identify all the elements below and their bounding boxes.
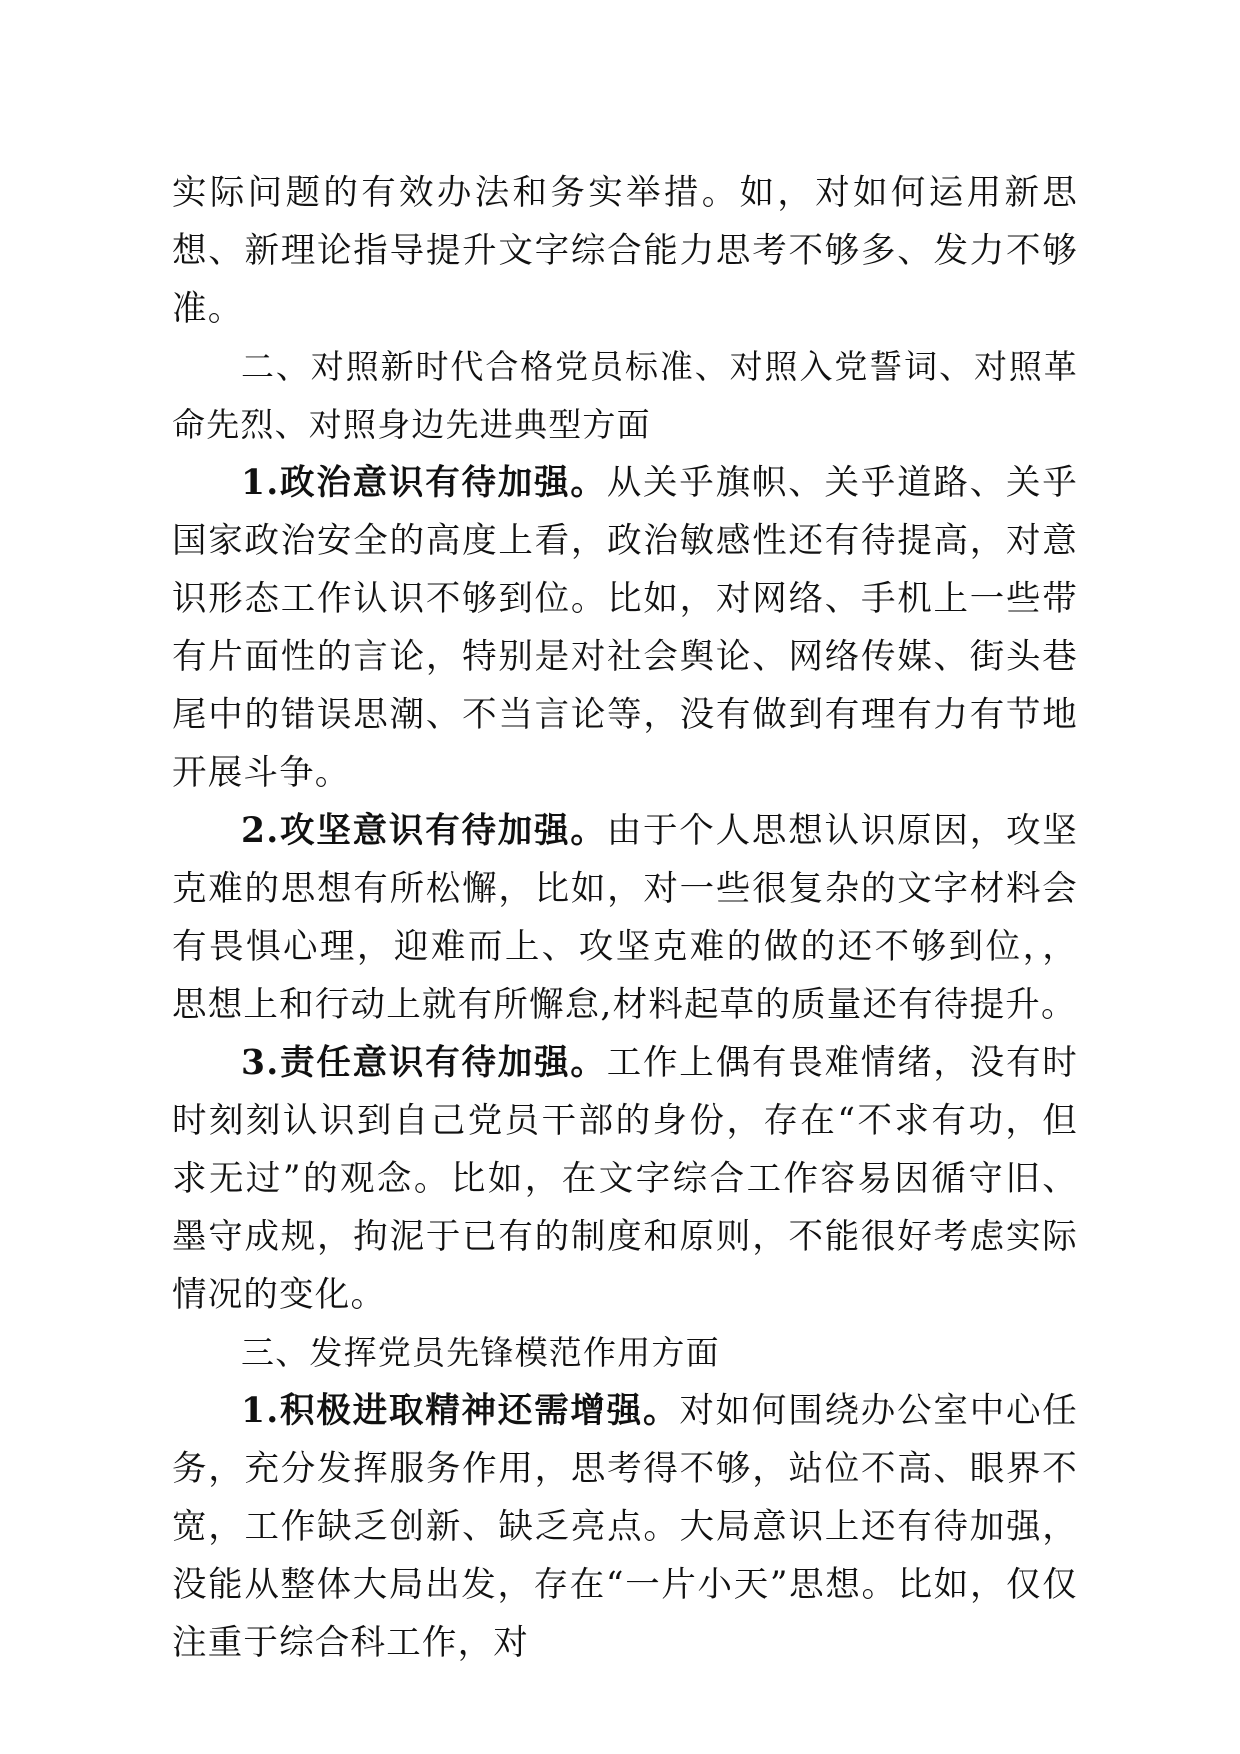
section-heading-3 [172, 1324, 1078, 1382]
section-item-2-2 [172, 802, 1078, 1034]
section-heading-text: 三、发挥党员先锋模范作用方面 [241, 1333, 720, 1372]
item-lead: 2.攻坚意识有待加强。 [241, 811, 607, 851]
paragraph-continuation [172, 164, 1078, 338]
item-lead: 1.政治意识有待加强。 [241, 463, 607, 503]
section-item-3-1 [172, 1382, 1078, 1672]
document-body [172, 164, 1078, 1672]
item-body: 由于个人思想认识原因，攻坚克难的思想有所松懈，比如，对一些很复杂的文字材料会有畏惧心理，迎难而上、攻坚克难的做的还不够到位，，思想上和行动上就有所懈怠,材料起草的质量还有待提升。 [172, 811, 1078, 1025]
item-body: 从关乎旗帜、关乎道路、关乎国家政治安全的高度上看，政治敏感性还有待提高，对意识形态工作认识不够到位。比如，对网络、手机上一些带有片面性的言论，特别是对社会舆论、网络传媒、街头巷尾中的错误思潮、不当言论等，没有做到有理有力有节地开展斗争。 [172, 463, 1078, 793]
section-heading-2 [172, 338, 1078, 454]
item-lead: 3.责任意识有待加强。 [241, 1043, 607, 1083]
section-heading-text: 二、对照新时代合格党员标准、对照入党誓词、对照革命先烈、对照身边先进典型方面 [172, 347, 1078, 444]
section-item-2-1 [172, 454, 1078, 802]
item-body: 工作上偶有畏难情绪，没有时时刻刻认识到自己党员干部的身份，存在“不求有功，但求无过”的观念。比如，在文字综合工作容易因循守旧、墨守成规，拘泥于已有的制度和原则，不能很好考虑实际情况的变化。 [172, 1043, 1078, 1315]
item-lead: 1.积极进取精神还需增强。 [241, 1391, 680, 1431]
paragraph-text: 实际问题的有效办法和务实举措。如，对如何运用新思想、新理论指导提升文字综合能力思考不够多、发力不够准。 [172, 173, 1078, 329]
section-item-2-3 [172, 1034, 1078, 1324]
item-body: 对如何围绕办公室中心任务，充分发挥服务作用，思考得不够，站位不高、眼界不宽，工作缺乏创新、缺乏亮点。大局意识上还有待加强，没能从整体大局出发，存在“一片小天”思想。比如，仅仅注重于综合科工作，对 [172, 1391, 1078, 1663]
